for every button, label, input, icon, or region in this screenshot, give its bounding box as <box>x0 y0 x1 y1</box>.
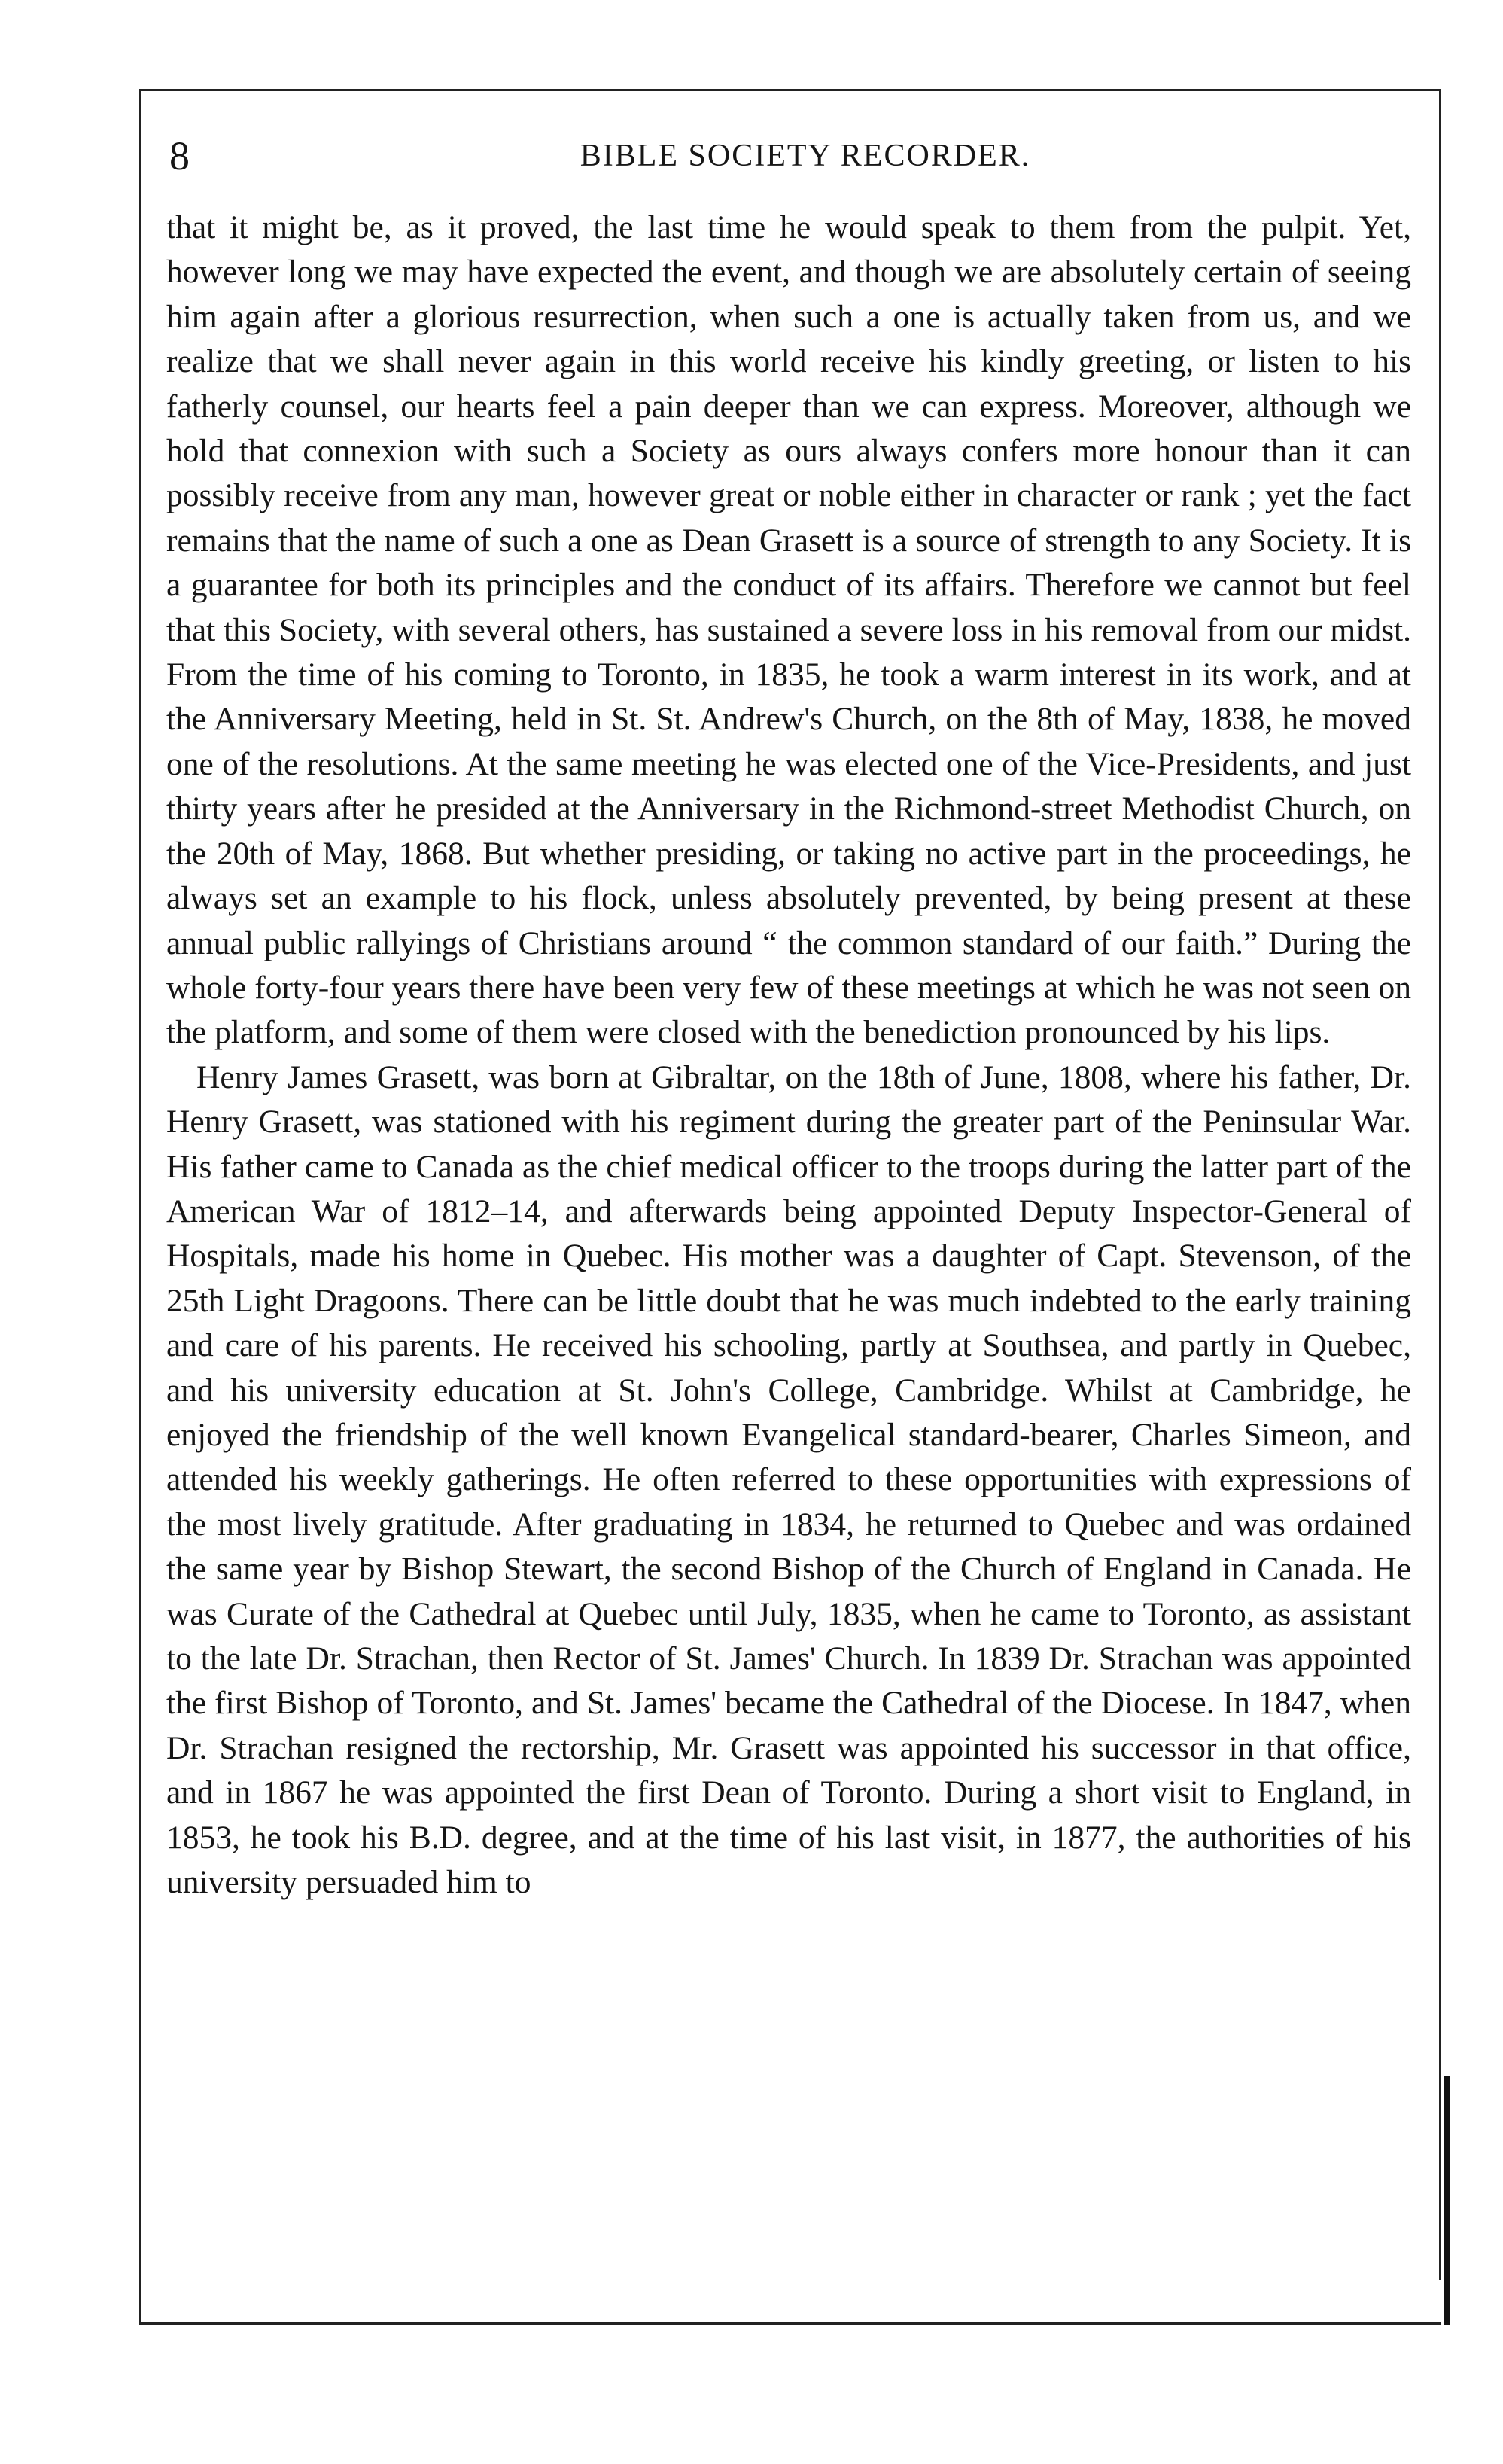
running-title: BIBLE SOCIETY RECORDER. <box>580 139 1031 173</box>
running-header <box>169 129 1411 182</box>
top-rule <box>139 89 1441 91</box>
bottom-rule <box>139 2322 1441 2325</box>
left-rule <box>139 89 141 2325</box>
paragraph: Henry James Grasett, was born at Gibraltar, on the 18th of June, 1808, where his father, Dr. Henry Grasett, was stationed with his regiment during the greater part of the Peninsular War. His father came to Canada as the chief medical officer to the troops during the latter part of the American War of 1812–14, and afterwards being appointed Deputy Inspector-General of Hospitals, made his home in Quebec. His mother was a daughter of Capt. Stevenson, of the 25th Light Dragoons. There can be little doubt that he was much indebted to the early training and care of his parents. He received his schooling, partly at Southsea, and partly in Quebec, and his university education at St. John's College, Cambridge. Whilst at Cambridge, he enjoyed the friendship of the well known Evangelical standard-bearer, Charles Simeon, and attended his weekly gatherings. He often referred to these opportunities with expressions of the most lively gratitude. After graduating in 1834, he returned to Quebec and was ordained the same year by Bishop Stewart, the second Bishop of the Church of England in Canada. He was Curate of the Cathedral at Quebec until July, 1835, when he came to Toronto, as assistant to the late Dr. Strachan, then Rector of St. James' Church. In 1839 Dr. Strachan was appointed the first Bishop of Toronto, and St. James' became the Cathedral of the Diocese. In 1847, when Dr. Strachan resigned the rectorship, Mr. Grasett was appointed his successor in that office, and in 1867 he was appointed the first Dean of Toronto. During a short visit to England, in 1853, he took his B.D. degree, and at the time of his last visit, in 1877, the authorities of his university persuaded him to <box>166 1058 1411 1901</box>
page-frame <box>139 89 1411 2370</box>
paragraph: that it might be, as it proved, the last time he would speak to them from the pulpit. Yet, however long we may have expected the event, and though we are absolutely certain of seeing him again after a glorious resurrection, when such a one is actually taken from us, and we realize that we shall never again in this world receive his kindly greeting, or listen to his fatherly counsel, our hearts feel a pain deeper than we can express. Moreover, although we hold that connexion with such a Society as ours always confers more honour than it can possibly receive from any man, however great or noble either in character or rank ; yet the fact remains that the name of such a one as Dean Grasett is a source of strength to any Society. It is a guarantee for both its principles and the conduct of its affairs. Therefore we cannot but feel that this Society, with several others, has sustained a severe loss in his removal from our midst. From the time of his coming to Toronto, in 1835, he took a warm interest in its work, and at the Anniversary Meeting, held in St. St. Andrew's Church, on the 8th of May, 1838, he moved one of the resolutions. At the same meeting he was elected one of the Vice-Presidents, and just thirty years after he presided at the Anniversary in the Richmond-street Methodist Church, on the 20th of May, 1868. But whether presiding, or taking no active part in the proceedings, he always set an example to his flock, unless absolutely prevented, by being present at these annual public rallyings of Christians around “ the common standard of our faith.” During the whole forty-four years there have been very few of these meetings at which he was not seen on the platform, and some of them were closed with the benediction pronounced by his lips. <box>166 209 1411 1051</box>
article-body <box>166 206 1411 1905</box>
page-edge-mark <box>1444 2076 1450 2325</box>
page-number: 8 <box>169 133 190 178</box>
right-rule <box>1439 89 1441 2280</box>
